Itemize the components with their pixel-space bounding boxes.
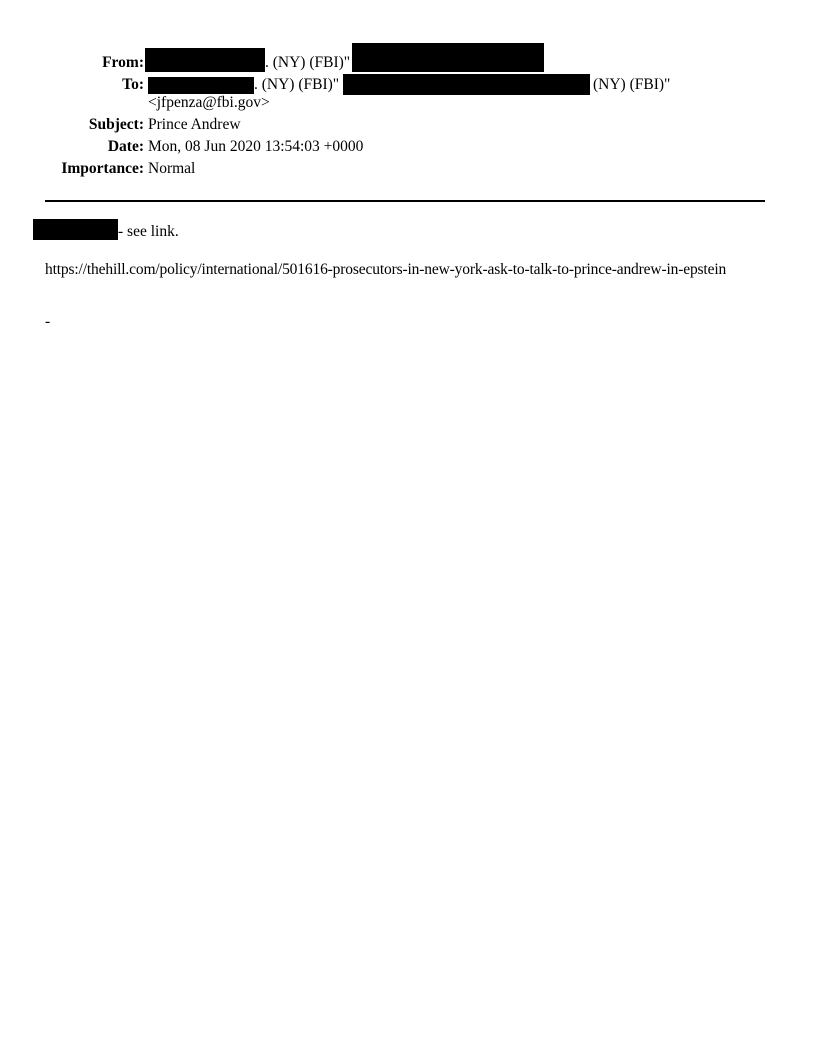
to-label: To: — [122, 76, 144, 93]
date-value: Mon, 08 Jun 2020 13:54:03 +0000 — [148, 138, 364, 155]
signature-dash: - — [45, 313, 51, 330]
importance-value: Normal — [148, 160, 196, 177]
redaction-box — [352, 43, 544, 72]
to-value-2: (NY) (FBI)" — [593, 76, 671, 93]
header-divider — [45, 200, 765, 202]
importance-label: Importance: — [61, 160, 144, 177]
date-label: Date: — [107, 138, 144, 155]
from-label: From: — [102, 54, 144, 71]
to-email: <jfpenza@fbi.gov> — [148, 94, 270, 111]
greeting-text: - see link. — [118, 223, 179, 240]
from-value: . (NY) (FBI)" — [265, 54, 351, 71]
redaction-box — [145, 48, 265, 72]
subject-value: Prince Andrew — [148, 116, 241, 133]
to-value-1: . (NY) (FBI)" — [254, 76, 340, 93]
redaction-box — [343, 74, 590, 95]
subject-label: Subject: — [88, 116, 144, 133]
article-link[interactable]: https://thehill.com/policy/international/501616-prosecutors-in-new-york-ask-to-talk-to-prince-andrew-in-epstein — [45, 261, 727, 278]
redaction-box — [148, 77, 254, 94]
redaction-box — [33, 219, 118, 240]
